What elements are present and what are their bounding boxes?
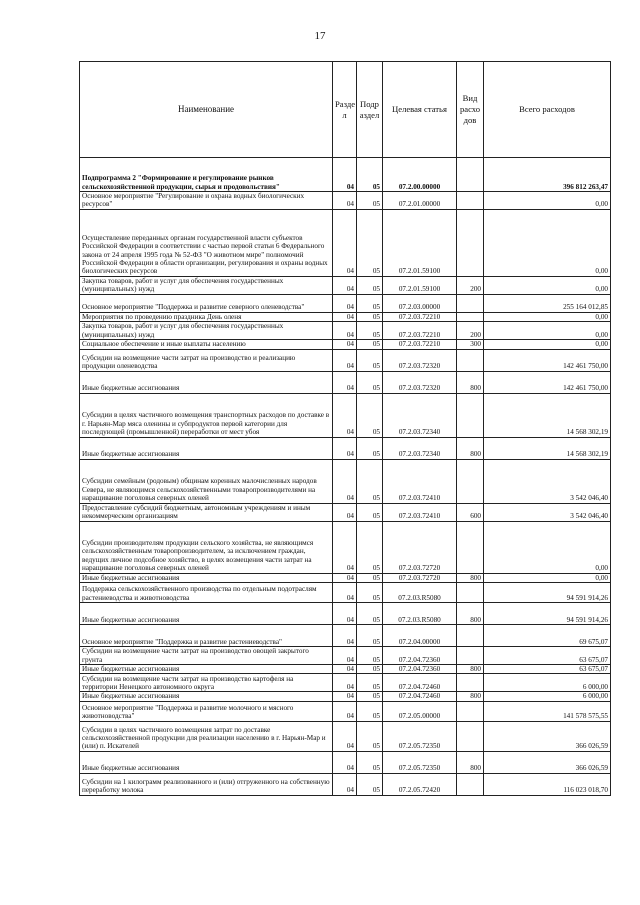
cell-razdel: 04	[333, 322, 357, 340]
cell-name: Субсидии на возмещение части затрат на производство и реализацию продукции оленеводства	[80, 349, 333, 371]
cell-podrazdel: 05	[357, 665, 383, 674]
cell-total: 141 578 575,55	[484, 701, 611, 721]
cell-podrazdel: 05	[357, 294, 383, 312]
cell-statya: 07.2.04.72360	[383, 665, 457, 674]
cell-statya: 07.2.03.72210	[383, 312, 457, 321]
cell-vid	[457, 158, 484, 192]
cell-total: 63 675,07	[484, 647, 611, 665]
cell-razdel: 04	[333, 371, 357, 393]
cell-vid: 800	[457, 437, 484, 459]
cell-name: Иные бюджетные ассигнования	[80, 573, 333, 582]
table-row	[80, 583, 611, 603]
cell-total: 6 000,00	[484, 692, 611, 701]
cell-name: Предоставление субсидий бюджетным, автономным учреждениям и иным некоммерческим организациям	[80, 503, 333, 521]
cell-statya: 07.2.01.00000	[383, 192, 457, 210]
cell-total: 94 591 914,26	[484, 603, 611, 625]
cell-statya: 07.2.03.72720	[383, 521, 457, 573]
table-row	[80, 503, 611, 521]
cell-total: 6 000,00	[484, 674, 611, 692]
cell-razdel: 04	[333, 773, 357, 795]
cell-name: Закупка товаров, работ и услуг для обеспечения государственных (муниципальных) нужд	[80, 276, 333, 294]
cell-podrazdel: 05	[357, 521, 383, 573]
cell-razdel: 04	[333, 583, 357, 603]
cell-vid	[457, 192, 484, 210]
cell-podrazdel: 05	[357, 437, 383, 459]
cell-total: 396 812 263,47	[484, 158, 611, 192]
cell-total: 255 164 012,85	[484, 294, 611, 312]
cell-vid: 800	[457, 371, 484, 393]
table-row	[80, 294, 611, 312]
table-body	[80, 158, 611, 796]
cell-podrazdel: 05	[357, 322, 383, 340]
cell-vid: 200	[457, 322, 484, 340]
cell-statya: 07.2.04.72460	[383, 674, 457, 692]
table-row	[80, 751, 611, 773]
cell-razdel: 04	[333, 701, 357, 721]
cell-total: 0,00	[484, 322, 611, 340]
cell-podrazdel: 05	[357, 721, 383, 751]
table-row	[80, 192, 611, 210]
cell-total: 366 026,59	[484, 721, 611, 751]
cell-podrazdel: 05	[357, 625, 383, 647]
cell-podrazdel: 05	[357, 603, 383, 625]
table-row	[80, 393, 611, 437]
cell-razdel: 04	[333, 503, 357, 521]
cell-razdel: 04	[333, 437, 357, 459]
table-row	[80, 773, 611, 795]
cell-vid	[457, 721, 484, 751]
cell-name: Субсидии в целях частичного возмещения транспортных расходов по доставке в г. Нарьян-Мар мяса оленины и субпродуктов первой категории для последующей (промышленной) переработки от мест убоя	[80, 393, 333, 437]
cell-name: Основное мероприятие "Поддержка и развитие северного оленеводства"	[80, 294, 333, 312]
table-row	[80, 647, 611, 665]
cell-statya: 07.2.03.72210	[383, 322, 457, 340]
cell-razdel: 04	[333, 603, 357, 625]
header-total: Всего расходов	[484, 62, 611, 158]
cell-razdel: 04	[333, 521, 357, 573]
cell-name: Субсидии производителям продукции сельского хозяйства, не являющимся сельскохозяйственным товаропроизводителем, за исключением граждан, ведущих личное подсобное хозяйство, в целях возмещения части затрат на наращивание поголовья северных оленей	[80, 521, 333, 573]
table-row	[80, 312, 611, 321]
cell-vid: 600	[457, 503, 484, 521]
cell-name: Подпрограмма 2 "Формирование и регулирование рынков сельскохозяйственной продукции, сырья и продовольствия"	[80, 158, 333, 192]
table-row	[80, 573, 611, 582]
cell-total: 3 542 046,40	[484, 459, 611, 503]
cell-name: Субсидии в целях частичного возмещения затрат по доставке сельскохозяйственной продукции для реализации населению в г. Нарьян-Мар и (или) п. Искателей	[80, 721, 333, 751]
cell-name: Основное мероприятие "Регулирование и охрана водных биологических ресурсов"	[80, 192, 333, 210]
header-podrazdel: Подр аздел	[357, 62, 383, 158]
cell-podrazdel: 05	[357, 340, 383, 349]
cell-name: Иные бюджетные ассигнования	[80, 603, 333, 625]
cell-vid	[457, 674, 484, 692]
table-row	[80, 371, 611, 393]
cell-statya: 07.2.03.72320	[383, 349, 457, 371]
cell-total: 0,00	[484, 312, 611, 321]
cell-name: Иные бюджетные ассигнования	[80, 371, 333, 393]
cell-razdel: 04	[333, 721, 357, 751]
header-razdel: Разде л	[333, 62, 357, 158]
table-row	[80, 701, 611, 721]
cell-statya: 07.2.03.72340	[383, 437, 457, 459]
cell-name: Субсидии на возмещение части затрат на производство овощей закрытого грунта	[80, 647, 333, 665]
table-row	[80, 276, 611, 294]
cell-podrazdel: 05	[357, 583, 383, 603]
cell-vid: 800	[457, 692, 484, 701]
page-number: 17	[314, 30, 326, 42]
cell-total: 3 542 046,40	[484, 503, 611, 521]
cell-statya: 07.2.03.72410	[383, 459, 457, 503]
cell-vid	[457, 647, 484, 665]
cell-razdel: 04	[333, 674, 357, 692]
table-row	[80, 340, 611, 349]
cell-statya: 07.2.03.00000	[383, 294, 457, 312]
cell-statya: 07.2.01.59100	[383, 209, 457, 276]
cell-total: 14 568 302,19	[484, 437, 611, 459]
cell-total: 63 675,07	[484, 665, 611, 674]
cell-total: 0,00	[484, 573, 611, 582]
cell-statya: 07.2.04.00000	[383, 625, 457, 647]
table-row	[80, 158, 611, 192]
cell-razdel: 04	[333, 393, 357, 437]
cell-razdel: 04	[333, 751, 357, 773]
header-vid: Вид расхо дов	[457, 62, 484, 158]
cell-podrazdel: 05	[357, 573, 383, 582]
cell-razdel: 04	[333, 192, 357, 210]
table-row	[80, 603, 611, 625]
cell-vid: 300	[457, 340, 484, 349]
cell-podrazdel: 05	[357, 158, 383, 192]
cell-name: Иные бюджетные ассигнования	[80, 437, 333, 459]
cell-name: Субсидии на возмещение части затрат на производство картофеля на территории Ненецкого автономного округа	[80, 674, 333, 692]
header-name: Наименование	[80, 62, 333, 158]
cell-total: 0,00	[484, 209, 611, 276]
cell-statya: 07.2.05.72420	[383, 773, 457, 795]
cell-statya: 07.2.05.00000	[383, 701, 457, 721]
cell-vid	[457, 349, 484, 371]
cell-razdel: 04	[333, 459, 357, 503]
header-statya: Целевая статья	[383, 62, 457, 158]
cell-name: Закупка товаров, работ и услуг для обеспечения государственных (муниципальных) нужд	[80, 322, 333, 340]
cell-name: Иные бюджетные ассигнования	[80, 751, 333, 773]
cell-podrazdel: 05	[357, 276, 383, 294]
cell-podrazdel: 05	[357, 192, 383, 210]
table-row	[80, 625, 611, 647]
cell-vid	[457, 773, 484, 795]
cell-vid: 800	[457, 751, 484, 773]
budget-table	[79, 61, 611, 796]
cell-razdel: 04	[333, 665, 357, 674]
cell-statya: 07.2.04.72360	[383, 647, 457, 665]
cell-razdel: 04	[333, 692, 357, 701]
cell-name: Мероприятия по проведению праздника День оленя	[80, 312, 333, 321]
cell-statya: 07.2.05.72350	[383, 721, 457, 751]
cell-razdel: 04	[333, 158, 357, 192]
cell-vid	[457, 393, 484, 437]
cell-vid: 800	[457, 573, 484, 582]
cell-vid	[457, 459, 484, 503]
cell-podrazdel: 05	[357, 773, 383, 795]
cell-statya: 07.2.00.00000	[383, 158, 457, 192]
cell-podrazdel: 05	[357, 692, 383, 701]
cell-total: 0,00	[484, 521, 611, 573]
table-row	[80, 459, 611, 503]
cell-name: Субсидии семейным (родовым) общинам коренных малочисленных народов Севера, не являющимся сельскохозяйственными товаропроизводителями на наращивание поголовья северных оленей	[80, 459, 333, 503]
cell-total: 0,00	[484, 192, 611, 210]
cell-podrazdel: 05	[357, 503, 383, 521]
cell-vid: 800	[457, 603, 484, 625]
cell-name: Иные бюджетные ассигнования	[80, 665, 333, 674]
cell-statya: 07.2.03.72410	[383, 503, 457, 521]
cell-podrazdel: 05	[357, 647, 383, 665]
cell-razdel: 04	[333, 209, 357, 276]
cell-razdel: 04	[333, 573, 357, 582]
cell-razdel: 04	[333, 340, 357, 349]
cell-podrazdel: 05	[357, 751, 383, 773]
cell-podrazdel: 05	[357, 209, 383, 276]
cell-total: 0,00	[484, 340, 611, 349]
cell-total: 142 461 750,00	[484, 349, 611, 371]
cell-razdel: 04	[333, 276, 357, 294]
cell-razdel: 04	[333, 647, 357, 665]
cell-total: 14 568 302,19	[484, 393, 611, 437]
cell-total: 94 591 914,26	[484, 583, 611, 603]
cell-vid	[457, 583, 484, 603]
cell-vid: 800	[457, 665, 484, 674]
cell-statya: 07.2.03.R5080	[383, 603, 457, 625]
table-row	[80, 437, 611, 459]
cell-total: 142 461 750,00	[484, 371, 611, 393]
cell-statya: 07.2.03.R5080	[383, 583, 457, 603]
cell-name: Основное мероприятие "Поддержка и развитие растениеводства"	[80, 625, 333, 647]
cell-statya: 07.2.03.72720	[383, 573, 457, 582]
table-row	[80, 521, 611, 573]
cell-razdel: 04	[333, 349, 357, 371]
cell-total: 0,00	[484, 276, 611, 294]
table-row	[80, 692, 611, 701]
cell-vid	[457, 294, 484, 312]
cell-podrazdel: 05	[357, 312, 383, 321]
cell-total: 69 675,07	[484, 625, 611, 647]
cell-total: 366 026,59	[484, 751, 611, 773]
table-row	[80, 674, 611, 692]
table-header-row	[80, 62, 611, 158]
cell-vid	[457, 312, 484, 321]
cell-vid: 200	[457, 276, 484, 294]
cell-vid	[457, 701, 484, 721]
cell-podrazdel: 05	[357, 701, 383, 721]
cell-razdel: 04	[333, 312, 357, 321]
cell-razdel: 04	[333, 294, 357, 312]
cell-total: 116 023 018,70	[484, 773, 611, 795]
cell-podrazdel: 05	[357, 349, 383, 371]
cell-statya: 07.2.03.72210	[383, 340, 457, 349]
cell-vid	[457, 521, 484, 573]
cell-vid	[457, 625, 484, 647]
cell-razdel: 04	[333, 625, 357, 647]
cell-name: Осуществление переданных органам государственной власти субъектов Российской Федерации в соответствии с частью первой статьи 6 Федерального закона от 24 апреля 1995 года № 52-ФЗ "О животном мире" полномочий Российской Федерации в области организации, регулирования и охраны водных биологических ресурсов	[80, 209, 333, 276]
cell-name: Социальное обеспечение и иные выплаты населению	[80, 340, 333, 349]
table-row	[80, 322, 611, 340]
cell-podrazdel: 05	[357, 459, 383, 503]
table-row	[80, 721, 611, 751]
cell-statya: 07.2.03.72320	[383, 371, 457, 393]
table-row	[80, 665, 611, 674]
cell-name: Основное мероприятие "Поддержка и развитие молочного и мясного животноводства"	[80, 701, 333, 721]
cell-statya: 07.2.04.72460	[383, 692, 457, 701]
cell-name: Поддержка сельскохозяйственного производства по отдельным подотраслям растениеводства и животноводства	[80, 583, 333, 603]
cell-podrazdel: 05	[357, 674, 383, 692]
cell-podrazdel: 05	[357, 393, 383, 437]
cell-statya: 07.2.05.72350	[383, 751, 457, 773]
table-row	[80, 349, 611, 371]
cell-vid	[457, 209, 484, 276]
table-row	[80, 209, 611, 276]
cell-statya: 07.2.03.72340	[383, 393, 457, 437]
cell-podrazdel: 05	[357, 371, 383, 393]
cell-name: Субсидии на 1 килограмм реализованного и (или) отгруженного на собственную переработку молока	[80, 773, 333, 795]
cell-name: Иные бюджетные ассигнования	[80, 692, 333, 701]
cell-statya: 07.2.01.59100	[383, 276, 457, 294]
